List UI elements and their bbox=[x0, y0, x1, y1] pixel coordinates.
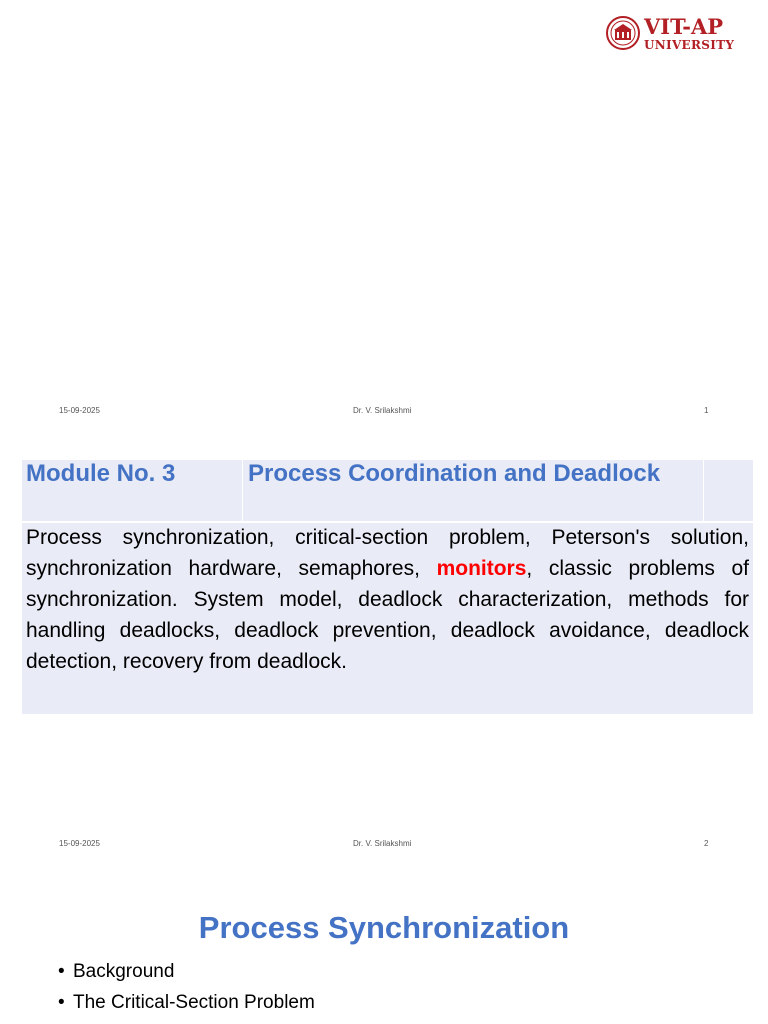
slide-footer bbox=[0, 406, 768, 418]
vit-ap-logo bbox=[606, 14, 740, 56]
module-description-text-continued: , classic problems of synchronization. System model, deadlock characterization, methods for handling deadlocks, deadlock prevention, deadlock avoidance, deadlock detection, recovery from deadlock. bbox=[26, 557, 749, 673]
bullet-list bbox=[58, 956, 315, 1018]
slide-3 bbox=[0, 860, 768, 1024]
slide-title: Process Synchronization bbox=[198, 910, 570, 945]
module-description bbox=[26, 522, 749, 677]
slide-1 bbox=[0, 0, 768, 430]
list-item bbox=[58, 956, 315, 987]
university-seal-icon bbox=[606, 16, 640, 50]
footer-page-number: 2 bbox=[704, 839, 709, 848]
module-number: Module No. 3 bbox=[26, 460, 176, 487]
bullet-icon: • bbox=[58, 992, 65, 1013]
module-title: Process Coordination and Deadlock bbox=[248, 460, 661, 487]
footer-page-number: 1 bbox=[704, 406, 709, 415]
footer-author: Dr. V. Srilakshmi bbox=[353, 839, 412, 848]
list-item-text: Background bbox=[73, 961, 175, 982]
header-cell-empty bbox=[704, 460, 753, 521]
list-item bbox=[58, 987, 315, 1018]
list-item-text: The Critical-Section Problem bbox=[73, 992, 315, 1013]
footer-author: Dr. V. Srilakshmi bbox=[353, 406, 412, 415]
highlighted-term: monitors bbox=[436, 557, 527, 580]
bullet-icon: • bbox=[58, 961, 65, 982]
footer-date: 15-09-2025 bbox=[59, 406, 100, 415]
logo-text-vit-ap: VIT-AP bbox=[644, 14, 724, 39]
slide-2 bbox=[0, 430, 768, 860]
module-table-header bbox=[22, 460, 753, 521]
logo-text-university: UNIVERSITY bbox=[644, 38, 735, 52]
footer-date: 15-09-2025 bbox=[59, 839, 100, 848]
module-description-text: Process synchronization, critical-section problem, Peterson's solution, synchronization hardware, semaphores, bbox=[26, 526, 749, 580]
slide-footer bbox=[0, 839, 768, 851]
module-table bbox=[22, 460, 753, 714]
